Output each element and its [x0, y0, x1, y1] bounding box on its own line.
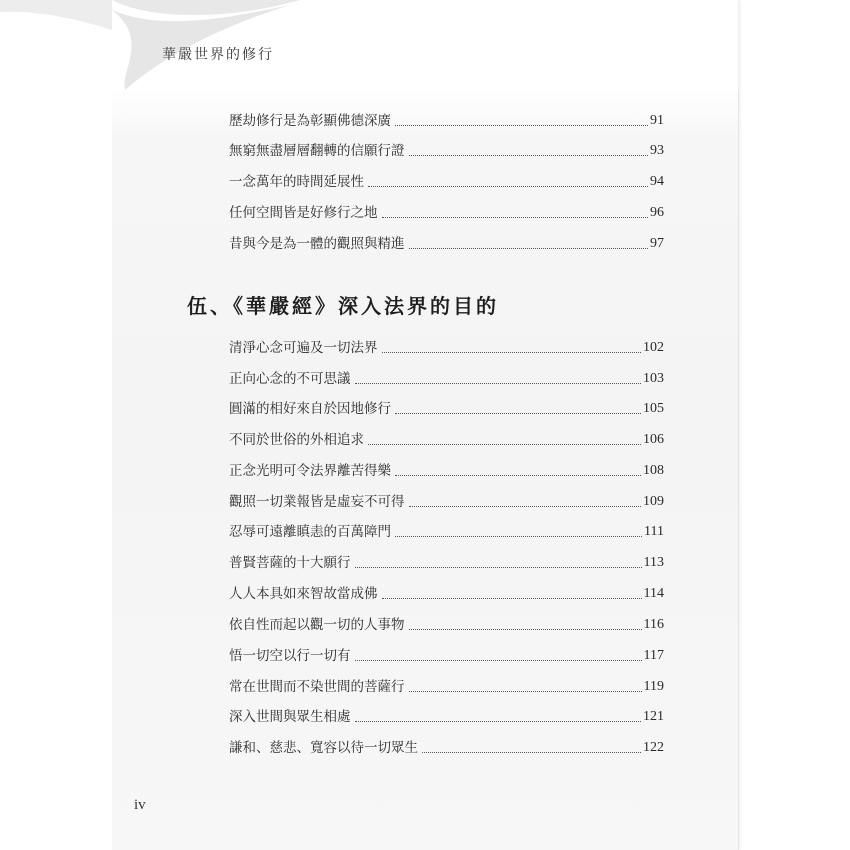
toc-entry[interactable]: [229, 231, 664, 253]
toc-leader-dots: [355, 382, 642, 384]
toc-entry-title: 無窮無盡層層翻轉的信願行證: [229, 143, 405, 159]
toc-entry[interactable]: [229, 169, 664, 191]
toc-entry-page: 119: [643, 679, 664, 694]
toc-entry[interactable]: [229, 519, 664, 541]
toc-entry-title: 依自性而起以觀一切的人事物: [229, 617, 405, 633]
toc-leader-dots: [355, 659, 642, 661]
toc-entry-page: 113: [643, 555, 664, 570]
toc-entry-page: 96: [650, 205, 664, 220]
toc-entry-page: 114: [643, 586, 664, 601]
toc-entry[interactable]: [229, 643, 664, 665]
toc-entry-title: 圓滿的相好來自於因地修行: [229, 401, 391, 417]
toc-leader-dots: [368, 185, 648, 187]
toc-entry[interactable]: [229, 200, 664, 222]
toc-entry-title: 昔與今是為一體的觀照與精進: [229, 236, 405, 252]
toc-entry-title: 人人本具如來智故當成佛: [229, 586, 378, 602]
toc-entry-title: 歷劫修行是為彰顯佛德深廣: [229, 113, 391, 129]
toc-entry-page: 121: [643, 709, 664, 724]
running-header: 華嚴世界的修行: [162, 47, 274, 63]
toc-entry[interactable]: [229, 108, 664, 130]
toc-entry-title: 忍辱可遠離瞋恚的百萬障門: [229, 524, 391, 540]
toc-entry-title: 任何空間皆是好修行之地: [229, 205, 378, 221]
toc-entry[interactable]: [229, 735, 664, 757]
toc-leader-dots: [409, 505, 642, 507]
toc-entry-title: 普賢菩薩的十大願行: [229, 555, 351, 571]
toc-entry[interactable]: [229, 138, 664, 160]
toc-entry-title: 深入世間與眾生相處: [229, 709, 351, 725]
toc-entry-title: 觀照一切業報皆是虛妄不可得: [229, 494, 405, 510]
toc-entry[interactable]: [229, 704, 664, 726]
toc-entry-page: 97: [650, 236, 664, 251]
toc-entry-title: 謙和、慈悲、寬容以待一切眾生: [229, 740, 418, 756]
toc-leader-dots: [355, 566, 642, 568]
toc-entry-page: 91: [650, 113, 664, 128]
toc-leader-dots: [409, 154, 649, 156]
toc-entry-page: 103: [643, 371, 664, 386]
toc-leader-dots: [382, 597, 642, 599]
toc-leader-dots: [395, 412, 641, 414]
toc-entry[interactable]: [229, 674, 664, 696]
toc-leader-dots: [382, 216, 649, 218]
page-edge: [738, 90, 739, 850]
toc-entry-page: 116: [643, 617, 664, 632]
toc-entry-title: 清淨心念可遍及一切法界: [229, 340, 378, 356]
toc-entry-page: 109: [643, 494, 664, 509]
toc-leader-dots: [355, 720, 642, 722]
toc-entry[interactable]: [229, 581, 664, 603]
toc-entry-page: 108: [643, 463, 664, 478]
toc-entry-page: 117: [643, 648, 664, 663]
toc-leader-dots: [382, 351, 642, 353]
toc-entry[interactable]: [229, 366, 664, 388]
toc-entry-title: 悟一切空以行一切有: [229, 648, 351, 664]
page-number: iv: [134, 797, 146, 813]
toc-entry[interactable]: [229, 550, 664, 572]
toc-entry-page: 102: [643, 340, 664, 355]
toc-entry[interactable]: [229, 489, 664, 511]
toc-entry-page: 111: [644, 524, 664, 539]
toc-entry[interactable]: [229, 335, 664, 357]
toc-leader-dots: [409, 628, 642, 630]
toc-entry-title: 不同於世俗的外相追求: [229, 432, 364, 448]
toc-entry[interactable]: [229, 458, 664, 480]
toc-entry-title: 常在世間而不染世間的菩薩行: [229, 679, 405, 695]
toc-leader-dots: [395, 474, 641, 476]
toc-entry-title: 正向心念的不可思議: [229, 371, 351, 387]
section-heading: 伍、《華嚴經》深入法界的目的: [187, 294, 499, 318]
toc-leader-dots: [409, 247, 649, 249]
toc-entry-page: 93: [650, 143, 664, 158]
toc-entry[interactable]: [229, 396, 664, 418]
toc-leader-dots: [368, 443, 641, 445]
toc-leader-dots: [395, 124, 648, 126]
toc-leader-dots: [422, 751, 641, 753]
toc-entry[interactable]: [229, 612, 664, 634]
toc-entry-title: 一念萬年的時間延展性: [229, 174, 364, 190]
toc-leader-dots: [409, 690, 642, 692]
toc-leader-dots: [395, 535, 642, 537]
toc-entry-title: 正念光明可令法界離苦得樂: [229, 463, 391, 479]
toc-entry-page: 94: [650, 174, 664, 189]
toc-entry-page: 106: [643, 432, 664, 447]
toc-entry[interactable]: [229, 427, 664, 449]
toc-entry-page: 122: [643, 740, 664, 755]
toc-entry-page: 105: [643, 401, 664, 416]
